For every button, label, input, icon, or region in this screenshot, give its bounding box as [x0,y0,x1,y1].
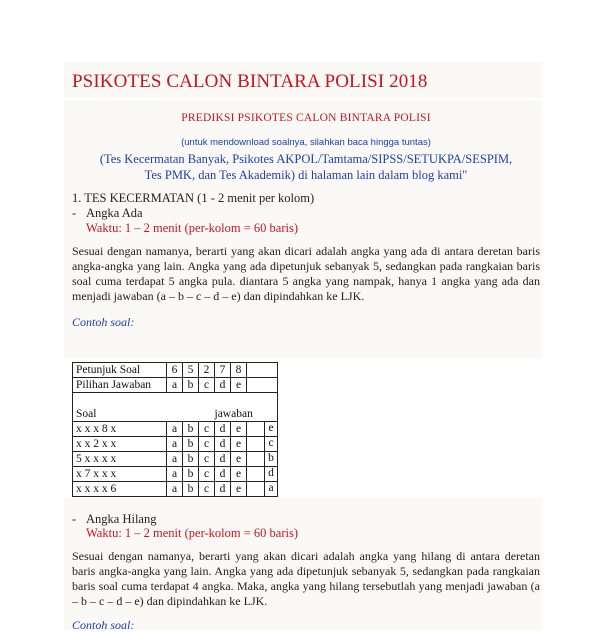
question-table [72,362,278,497]
table-row-soal-header [73,393,278,422]
option-cell: b [183,452,199,467]
option-cell: e [231,437,247,452]
answer-cell: e [264,421,277,437]
answer-cell-wrap [247,437,278,452]
page-title: PSIKOTES CALON BINTARA POLISI 2018 [72,71,428,92]
option-cell: e [231,482,247,497]
pilihan-cell: d [215,378,231,393]
pilihan-cell: e [231,378,247,393]
answer-cell-wrap [247,467,278,482]
subsection-label-angka-ada: Angka Ada [86,206,143,220]
pilihan-cell: c [199,378,215,393]
option-cell: b [183,437,199,452]
option-cell: e [231,422,247,437]
option-cell: d [215,422,231,437]
option-cell: c [199,452,215,467]
petunjuk-cell: 6 [167,363,183,378]
bullet-dash-2: - [72,512,77,526]
time-note-angka-hilang: Waktu: 1 – 2 menit (per-kolom = 60 baris) [86,526,298,540]
soal-header: Soal [73,393,167,422]
pilihan-cell: b [183,378,199,393]
answer-cell: a [264,481,277,497]
option-cell: b [183,482,199,497]
option-cell: d [215,437,231,452]
petunjuk-cell: 7 [215,363,231,378]
answer-cell: c [264,436,277,452]
pilihan-label: Pilihan Jawaban [73,378,167,393]
option-cell: e [231,467,247,482]
option-cell: d [215,482,231,497]
empty-cell [247,378,278,393]
option-cell: c [199,437,215,452]
option-cell: b [183,422,199,437]
links-note-line-1: (Tes Kecermatan Banyak, Psikotes AKPOL/Tamtama/SIPSS/SETUKPA/SESPIM, [99,152,513,166]
option-cell: a [167,437,183,452]
section-heading: 1. TES KECERMATAN (1 - 2 menit per kolom) [72,191,315,205]
subsection-label-angka-hilang: Angka Hilang [86,512,157,526]
option-cell: b [183,467,199,482]
links-note [80,151,532,183]
option-cell: c [199,482,215,497]
option-cell: a [167,467,183,482]
download-note: (untuk mendownload soalnya, silahkan baca hingga tuntas) [181,137,431,148]
option-cell: c [199,422,215,437]
question-rows [73,422,278,497]
contoh-soal-label-2: Contoh soal: [72,618,135,632]
petunjuk-cell: 5 [183,363,199,378]
table-row [73,452,278,467]
jawaban-label: jawaban [214,408,253,420]
table-row [73,467,278,482]
subheading: PREDIKSI PSIKOTES CALON BINTARA POLISI [181,112,431,124]
empty-cell [247,363,278,378]
paragraph-angka-ada: Sesuai dengan namanya, berarti yang akan dicari adalah angka yang ada di antara deretan baris angka-angka yang lain. Angka yang ada dipetunjuk sebanyak 5, sedangkan pada rangkaian baris soal cuma terdapat 5 angka pula. diantara 5 angka yang nampak, hanya 1 angka yang ada dan menjadi jawaban (a – b – c – d – e) dan dipindahkan ke LJK. [72,244,540,303]
soal-cell: x x 2 x x [73,437,167,452]
paragraph-angka-hilang: Sesuai dengan namanya, berarti yang akan dicari adalah angka yang hilang di antara deretan baris angka-angka yang lain. Angka yang ada dipetunjuk sebanyak 5, sedangkan pada rangkaian baris soal cuma terdapat 4 angka. Maka, angka yang hilang tersebutlah yang menjadi jawaban (a – b – c – d – e) dan dipindahkan ke LJK. [72,549,540,608]
answer-cell-wrap [247,422,278,437]
soal-cell: x x x x 6 [73,482,167,497]
option-cell: a [167,422,183,437]
answer-cell-wrap [247,482,278,497]
table-row [73,437,278,452]
time-note-angka-ada: Waktu: 1 – 2 menit (per-kolom = 60 baris) [86,221,298,235]
option-cell: d [215,452,231,467]
option-cell: c [199,467,215,482]
option-cell: a [167,452,183,467]
petunjuk-cell: 2 [199,363,215,378]
jawaban-header [214,393,278,422]
soal-cell: 5 x x x x [73,452,167,467]
petunjuk-label: Petunjuk Soal [73,363,167,378]
answer-cell-wrap [247,452,278,467]
table-row-pilihan [73,378,278,393]
table-row [73,422,278,437]
petunjuk-cell: 8 [231,363,247,378]
table-row [73,482,278,497]
option-cell: a [167,482,183,497]
soal-cell: x 7 x x x [73,467,167,482]
links-note-line-2: Tes PMK, dan Tes Akademik) di halaman lain dalam blog kami" [144,168,468,182]
soal-cell: x x x 8 x [73,422,167,437]
bullet-dash: - [72,206,77,220]
answer-cell: b [264,451,277,467]
pilihan-cell: a [167,378,183,393]
option-cell: e [231,452,247,467]
table-row-petunjuk [73,363,278,378]
answer-cell: d [264,466,277,482]
contoh-soal-label: Contoh soal: [72,315,135,329]
option-cell: d [215,467,231,482]
